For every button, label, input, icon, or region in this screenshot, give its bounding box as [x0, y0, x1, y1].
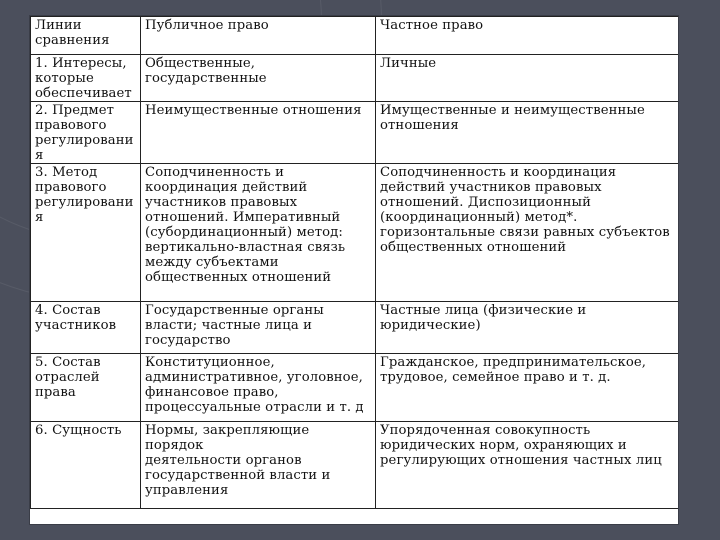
table-sheet [30, 16, 678, 524]
row-private-law: Упорядоченная совокупность юридических норм, охраняющих и регулирующих отношения частных лиц [376, 422, 679, 509]
row-criterion: 2. Предмет правового регулирования [31, 102, 141, 164]
header-public-law: Публичное право [141, 17, 376, 55]
table-row [31, 302, 679, 354]
row-criterion: 1. Интересы, которые обеспечивает [31, 55, 141, 102]
table-row [31, 55, 679, 102]
row-private-law: Имущественные и неимущественные отношения [376, 102, 679, 164]
row-private-law: Личные [376, 55, 679, 102]
table-row [31, 164, 679, 302]
row-public-law: Государственные органы власти; частные лица и государство [141, 302, 376, 354]
row-public-law: Нормы, закрепляющие порядок деятельности органов государственной власти и управления [141, 422, 376, 509]
table-header-row [31, 17, 679, 55]
row-criterion: 5. Состав отраслей права [31, 354, 141, 422]
row-criterion: 6. Сущность [31, 422, 141, 509]
row-criterion: 3. Метод правового регулирования [31, 164, 141, 302]
table-row [31, 422, 679, 509]
row-criterion: 4. Состав участников [31, 302, 141, 354]
comparison-table [30, 16, 678, 509]
row-public-law: Соподчиненность и координация действий участников правовых отношений. Императивный (субординационный) метод: вертикально-властная связь между субъектами общественных отношений [141, 164, 376, 302]
table-row [31, 102, 679, 164]
row-private-law: Гражданское, предпринимательское, трудовое, семейное право и т. д. [376, 354, 679, 422]
row-public-law: Конституционное, административное, уголовное, финансовое право, процессуальные отрасли и т. д [141, 354, 376, 422]
header-private-law: Частное право [376, 17, 679, 55]
table-row [31, 354, 679, 422]
row-private-law: Частные лица (физические и юридические) [376, 302, 679, 354]
row-public-law: Неимущественные отношения [141, 102, 376, 164]
row-public-law: Общественные, государственные [141, 55, 376, 102]
header-criterion: Линии сравнения [31, 17, 141, 55]
row-private-law: Соподчиненность и координация действий участников правовых отношений. Диспозиционный (координационный) метод*. горизонтальные связи равных субъектов общественных отношений [376, 164, 679, 302]
